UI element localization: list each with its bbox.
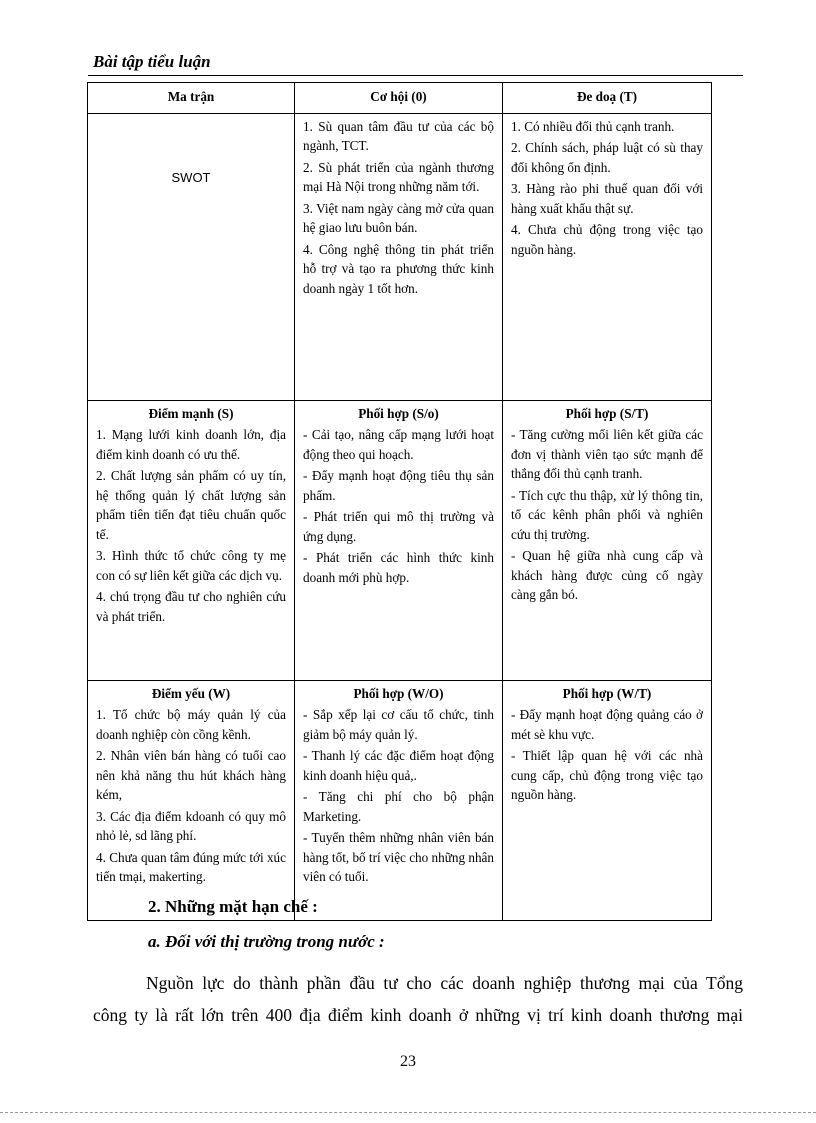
header-cell-matrix: Ma trận [88,83,295,114]
list-item: 4. Chưa chủ động trong việc tạo nguồn hàng. [511,222,703,257]
list-item: - Đẩy mạnh hoạt động tiêu thụ sản phẩm. [303,468,494,503]
wo-cell [295,680,503,920]
cell-title: Phối hợp (S/T) [565,405,649,421]
so-cell [295,400,503,680]
list-item: - Đẩy mạnh hoạt động quảng cáo ở mét sè khu vực. [511,707,703,742]
cell-title: Phối hợp (S/o) [358,405,439,421]
list-item: 3. Các địa điểm kdoanh có quy mô nhỏ lẻ, sd lãng phí. [96,808,286,843]
footer-rule [0,1112,816,1113]
header-rule [88,75,743,76]
list-item: 4. Chưa quan tâm đúng mức tới xúc tiến tmại, makerting. [96,849,286,884]
list-item: - Thiết lập quan hệ với các nhà cung cấp, chủ động trong việc tạo nguồn hàng. [511,748,703,802]
list-item: 1. Tổ chức bộ máy quản lý của doanh nghiệp còn cồng kềnh. [96,707,286,742]
list-item: 1. Mạng lưới kinh doanh lớn, địa điểm kinh doanh có ưu thế. [96,427,286,462]
st-cell [503,400,712,680]
strengths-cell [88,400,295,680]
table-row [88,400,712,680]
paragraph-line: Nguồn lực do thành phần đầu tư cho các doanh nghiệp thương mại của Tổng [146,973,743,993]
list-item: 2. Sù phát triển của ngành thương mại Hà Nội trong những năm tới. [303,159,494,194]
list-item: 1. Có nhiều đối thủ cạnh tranh. [511,118,675,134]
swot-table [87,82,712,921]
page-number: 23 [400,1053,416,1070]
opportunities-cell [295,113,503,400]
list-item: - Tăng chi phí cho bộ phận Marketing. [303,789,494,824]
sub-heading: a. Đối với thị trường trong nước : [148,932,385,951]
swot-label: SWOT [88,113,295,400]
list-item: 2. Chính sách, pháp luật có sù thay đổi không ổn định. [511,140,703,175]
list-item: - Sắp xếp lại cơ cấu tổ chức, tinh giảm bộ máy quản lý. [303,707,494,742]
list-item: 4. chú trọng đầu tư cho nghiên cứu và phát triển. [96,589,286,624]
cell-title: Phối hợp (W/O) [353,685,444,701]
paragraph-line: công ty là rất lớn trên 400 địa điểm kinh doanh ở những vị trí kinh doanh thương mại [93,1005,743,1025]
cell-title: Điểm yếu (W) [151,685,231,701]
list-item: - Cải tạo, nâng cấp mạng lưới hoạt động theo qui hoạch. [303,427,494,462]
threats-cell [503,113,712,400]
body-paragraph [93,967,743,1031]
list-item: - Quan hệ giữa nhà cung cấp và khách hàng được củng cố ngày càng gắn bó. [511,548,703,602]
header-cell-opportunities: Cơ hội (0) [295,83,503,114]
list-item: - Tích cực thu thập, xử lý thông tin, tổ các kênh phân phối và nghiên cứu thị trường. [511,487,703,542]
list-item: - Phát triển các hình thức kinh doanh mới phù hợp. [303,550,494,585]
list-item: - Tuyển thêm những nhân viên bán hàng tốt, bố trí việc cho những nhân viên có tuổi. [303,830,494,884]
list-item: 1. Sù quan tâm đầu tư của các bộ ngành, TCT. [303,118,494,153]
table-row [88,113,712,400]
list-item: 2. Nhân viên bán hàng có tuổi cao nên khả năng thu hút khách hàng kém, [96,748,286,802]
table-header-row [88,83,712,114]
list-item: - Tăng cường mối liên kết giữa các đơn vị thành viên tạo sức mạnh để thắng đối thủ cạnh tranh. [511,427,703,481]
section-heading: 2. Những mặt hạn chế : [148,897,318,916]
table-row [88,680,712,920]
list-item: 3. Việt nam ngày càng mở cửa quan hệ giao lưu buôn bán. [303,200,494,235]
cell-title: Điểm mạnh (S) [148,405,234,421]
list-item: - Thanh lý các đặc điểm hoạt động kinh doanh hiệu quả,. [303,748,494,783]
weaknesses-cell [88,680,295,920]
header-cell-threats: Đe doạ (T) [503,83,712,114]
list-item: 4. Công nghệ thông tin phát triển hỗ trợ và tạo ra phương thức kinh doanh ngày 1 tốt hơn. [303,241,494,296]
cell-title: Phối hợp (W/T) [562,685,652,701]
wt-cell [503,680,712,920]
header-title: Bài tập tiểu luận [93,52,211,71]
list-item: 3. Hàng rào phi thuế quan đối với hàng xuất khẩu thật sự. [511,181,703,216]
list-item: - Phát triển qui mô thị trường và ứng dụng. [303,509,494,544]
list-item: 2. Chất lượng sản phẩm có uy tín, hệ thống quản lý chất lượng sản phẩm tiên tiến đạt tiêu chuẩn quốc tế. [96,468,286,542]
list-item: 3. Hình thức tổ chức công ty mẹ con có sự liên kết giữa các dịch vụ. [96,548,286,583]
